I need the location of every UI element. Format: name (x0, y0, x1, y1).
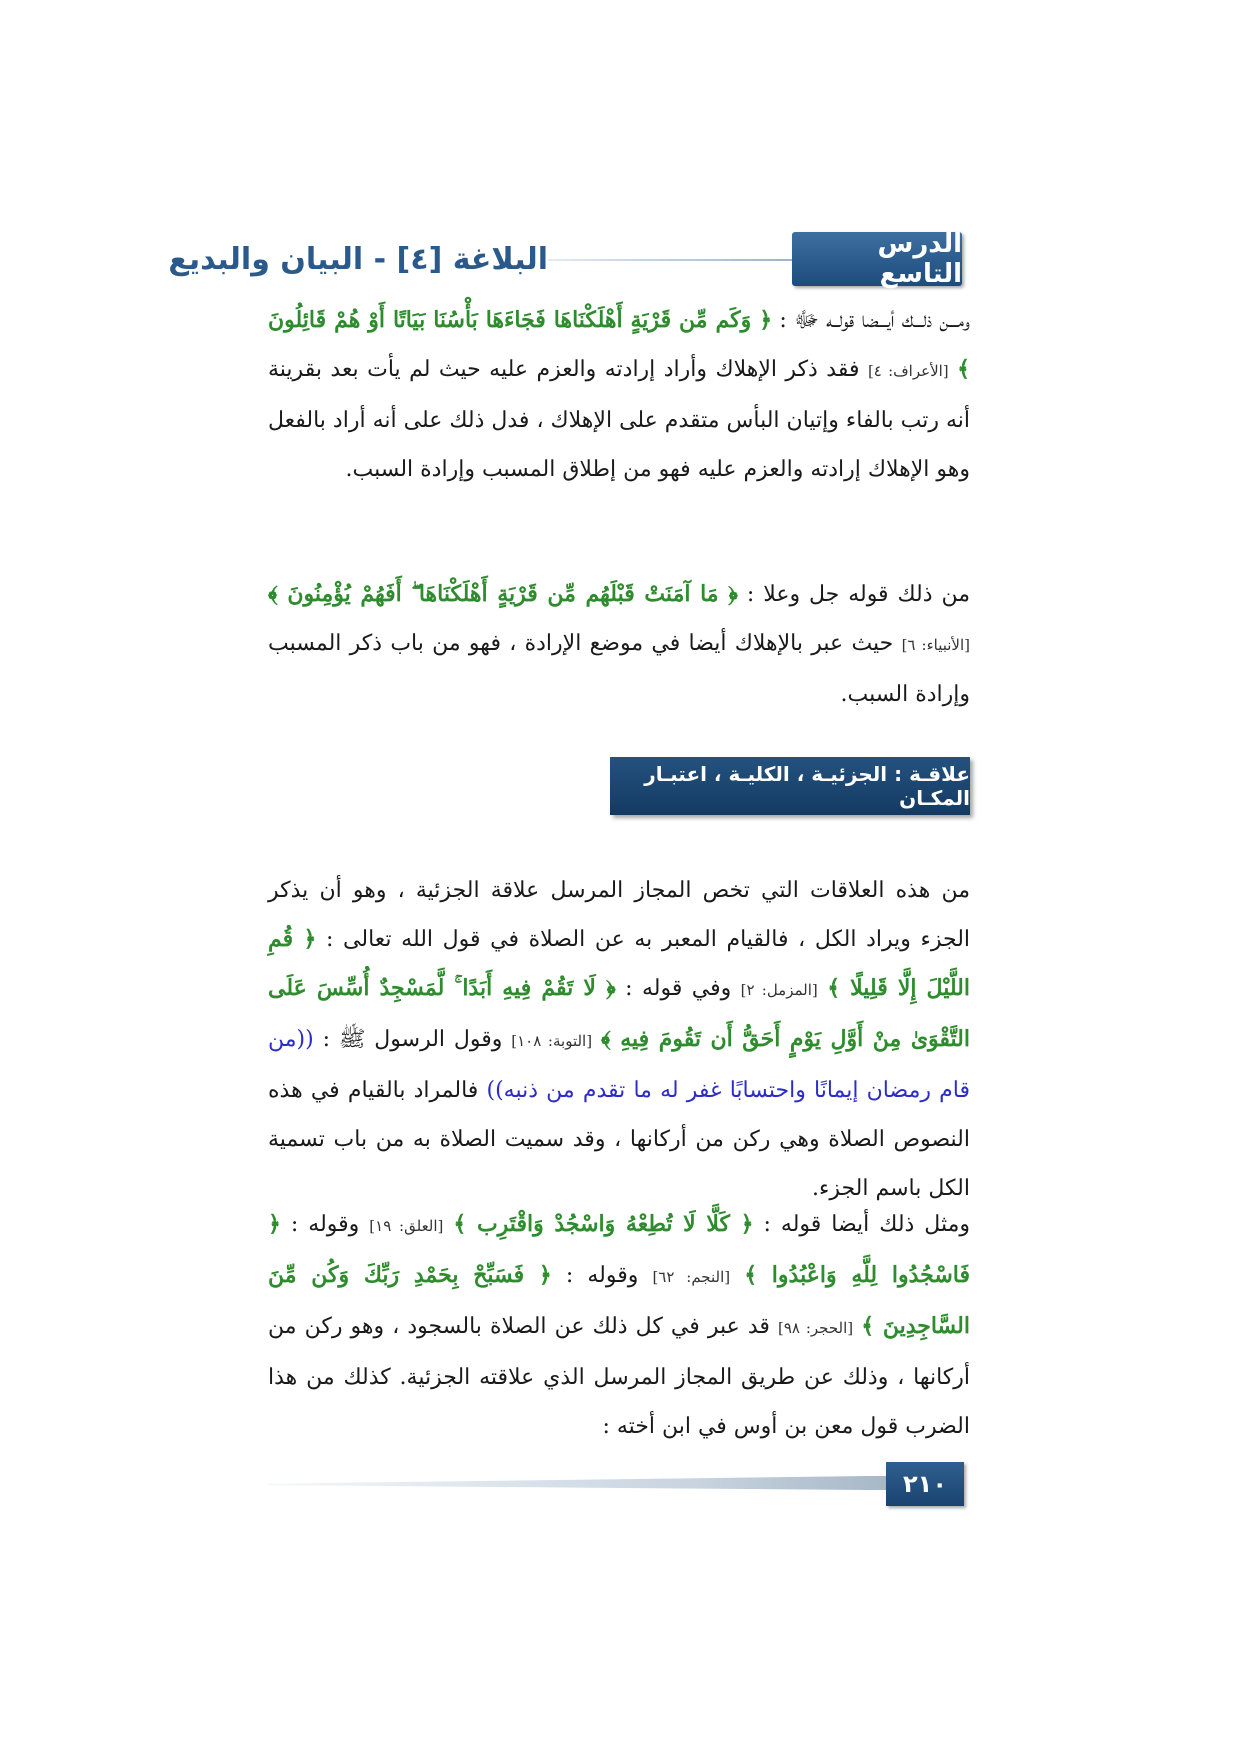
section-heading: علاقـة : الجزئيـة ، الكليـة ، اعتبـار المكـان (610, 757, 970, 815)
quran-verse: ﴿ لَا تَقُمْ فِيهِ أَبَدًا ۚ لَّمَسْجِدٌ أُسِّسَ عَلَى التَّقْوَىٰ مِنْ أَوَّلِ يَوْمٍ أَحَقُّ أَن تَقُومَ فِيهِ ﴾ (268, 975, 970, 1052)
lesson-label: الدرس التاسع (792, 232, 962, 286)
book-title: البلاغة [٤] - البيان والبديع (168, 242, 548, 277)
footer-rule (268, 1476, 886, 1490)
quran-verse: ﴿ فَاسْجُدُوا لِلَّهِ وَاعْبُدُوا ﴾ (268, 1211, 970, 1288)
paragraph-3 (268, 866, 970, 1213)
verse-reference: [المزمل: ٢] (740, 981, 818, 999)
verse-reference: [الحجر: ٩٨] (777, 1319, 854, 1337)
paragraph-3-part4: فالمراد بالقيام في هذه النصوص الصلاة وهي ركن من أركانها ، وقد سميت الصلاة به من باب تسمية الكل باسم الجزء. (268, 1078, 970, 1201)
paragraph-2-body: حيث عبر بالإهلاك أيضا في موضع الإرادة ، فهو من باب ذكر المسبب وإرادة السبب. (268, 631, 970, 707)
paragraph-1-intro: ومـــن ذلـــك أيـــضا قولــه ﷻ : (779, 308, 970, 333)
paragraph-1 (268, 296, 970, 494)
verse-reference: [الأنبياء: ٦] (901, 636, 971, 654)
paragraph-3-part1: من هذه العلاقات التي تخص المجاز المرسل علاقة الجزئية ، وهو أن يذكر الجزء ويراد الكل ، فالقيام المعبر به عن الصلاة في قول الله تعالى : (268, 878, 971, 952)
paragraph-1-body: فقد ذكر الإهلاك وأراد إرادته والعزم عليه حيث لم يأت بعد بقرينة أنه رتب بالفاء وإتيان البأس متقدم على الإهلاك ، فدل ذلك على أنه أراد بالفعل وهو الإهلاك إرادته والعزم عليه فهو من إطلاق المسبب وإرادة السبب. (268, 357, 970, 482)
paragraph-4-part3: وقوله : (565, 1263, 639, 1288)
quran-verse: ﴿ وَكَم مِّن قَرْيَةٍ أَهْلَكْنَاهَا فَجَاءَهَا بَأْسُنَا بَيَاتًا أَوْ هُمْ قَائِلُونَ ﴾ (268, 307, 970, 382)
quran-verse: ﴿ كَلَّا لَا تُطِعْهُ وَاسْجُدْ وَاقْتَرِب ﴾ (453, 1211, 754, 1237)
hadith-quote: ((من قام رمضان إيمانًا واحتسابًا غفر له ما تقدم من ذنبه)) (268, 1027, 970, 1103)
page-number: ٢١٠ (886, 1462, 964, 1506)
verse-reference: [العلق: ١٩] (369, 1217, 444, 1235)
paragraph-3-part2: وفي قوله : (625, 976, 732, 1001)
quran-verse: ﴿ قُمِ اللَّيْلَ إِلَّا قَلِيلًا ﴾ (268, 926, 970, 1001)
paragraph-3-part3: وقول الرسول ﷺ : (322, 1027, 503, 1052)
paragraph-4 (268, 1200, 970, 1451)
quran-verse: ﴿ فَسَبِّحْ بِحَمْدِ رَبِّكَ وَكُن مِّنَ السَّاجِدِينَ ﴾ (268, 1262, 971, 1339)
paragraph-4-part1: ومثل ذلك أيضا قوله : (763, 1212, 971, 1237)
paragraph-2 (268, 570, 970, 719)
paragraph-2-intro: من ذلك قوله جل وعلا : (746, 582, 971, 607)
paragraph-4-part4: قد عبر في كل ذلك عن الصلاة بالسجود ، وهو ركن من أركانها ، وذلك عن طريق المجاز المرسل الذي علاقته الجزئية. كذلك من هذا الضرب قول معن بن أوس في ابن أخته : (268, 1314, 970, 1439)
verse-reference: [الأعراف: ٤] (867, 362, 949, 380)
quran-verse: ﴿ مَا آمَنَتْ قَبْلَهُم مِّن قَرْيَةٍ أَهْلَكْنَاهَا ۖ أَفَهُمْ يُؤْمِنُونَ ﴾ (268, 581, 738, 607)
verse-reference: [النجم: ٦٢] (652, 1268, 731, 1286)
header-rule (548, 259, 792, 261)
paragraph-4-part2: وقوله : (290, 1212, 360, 1237)
verse-reference: [التوبة: ١٠٨] (511, 1032, 593, 1050)
